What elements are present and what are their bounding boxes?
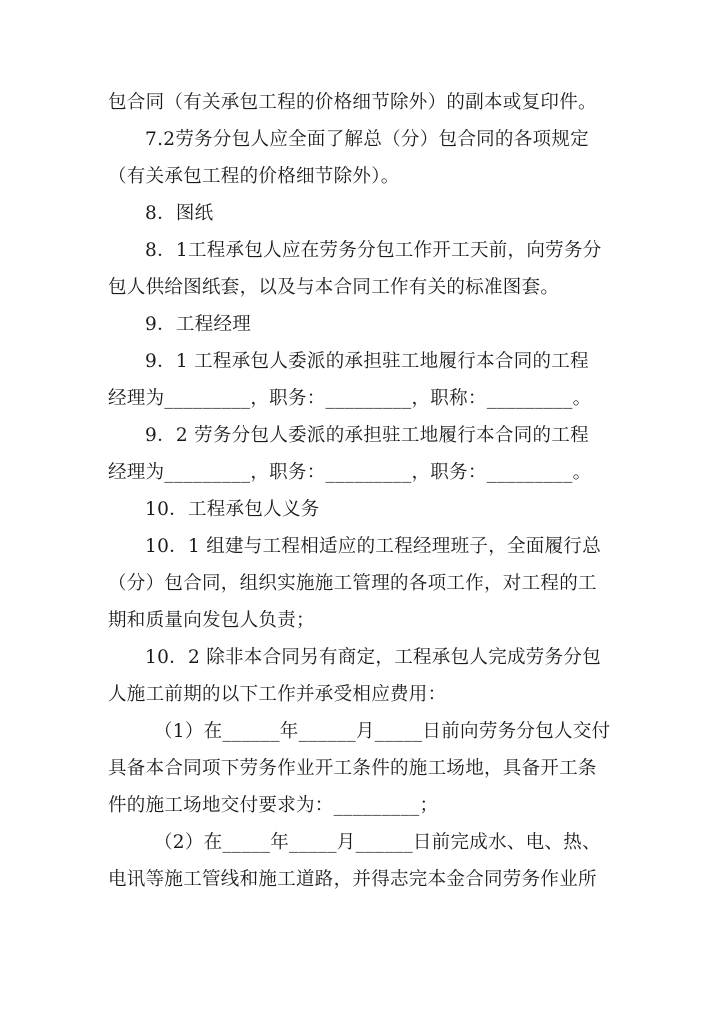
text-line: 包人供给图纸套，以及与本合同工作有关的标准图套。 (108, 277, 560, 298)
section-heading: 9．工程经理 (145, 314, 252, 335)
text-line: （有关承包工程的价格细节除外）。 (108, 166, 400, 187)
text-line: 9．1 工程承包人委派的承担驻工地履行本合同的工程 (145, 351, 589, 372)
text-line: 期和质量向发包人负责； (108, 610, 315, 631)
text-line: （2）在_____年_____月______日前完成水、电、热、 (154, 832, 601, 853)
text-line: 人施工前期的以下工作并承受相应费用： (108, 684, 447, 705)
text-line: （1）在______年______月_____日前向劳务分包人交付 (154, 721, 611, 742)
text-line: 具备本合同项下劳务作业开工条件的施工场地，具备开工条 (108, 758, 597, 779)
text-line: 7.2劳务分包人应全面了解总（分）包合同的各项规定 (145, 129, 589, 150)
text-line: 经理为_________，职务：_________，职务：_________。 (108, 462, 592, 483)
text-line: 件的施工场地交付要求为：_________； (108, 795, 439, 816)
text-line: 电讯等施工管线和施工道路，并得志完本金合同劳务作业所 (108, 869, 597, 890)
section-heading: 10．工程承包人义务 (145, 499, 320, 520)
document-page (108, 84, 618, 898)
section-heading: 8．图纸 (145, 203, 214, 224)
text-line: （分）包合同，组织实施施工管理的各项工作，对工程的工 (108, 573, 597, 594)
text-line: 经理为_________，职务：_________，职称：_________。 (108, 388, 592, 409)
text-line: 10．1 组建与工程相适应的工程经理班子，全面履行总 (145, 536, 601, 557)
text-line: 8．1工程承包人应在劳务分包工作开工天前，向劳务分 (145, 240, 602, 261)
text-line: 10．2 除非本合同另有商定，工程承包人完成劳务分包 (145, 647, 601, 668)
text-line: 包合同（有关承包工程的价格细节除外）的副本或复印件。 (108, 92, 597, 113)
text-line: 9．2 劳务分包人委派的承担驻工地履行本合同的工程 (145, 425, 589, 446)
